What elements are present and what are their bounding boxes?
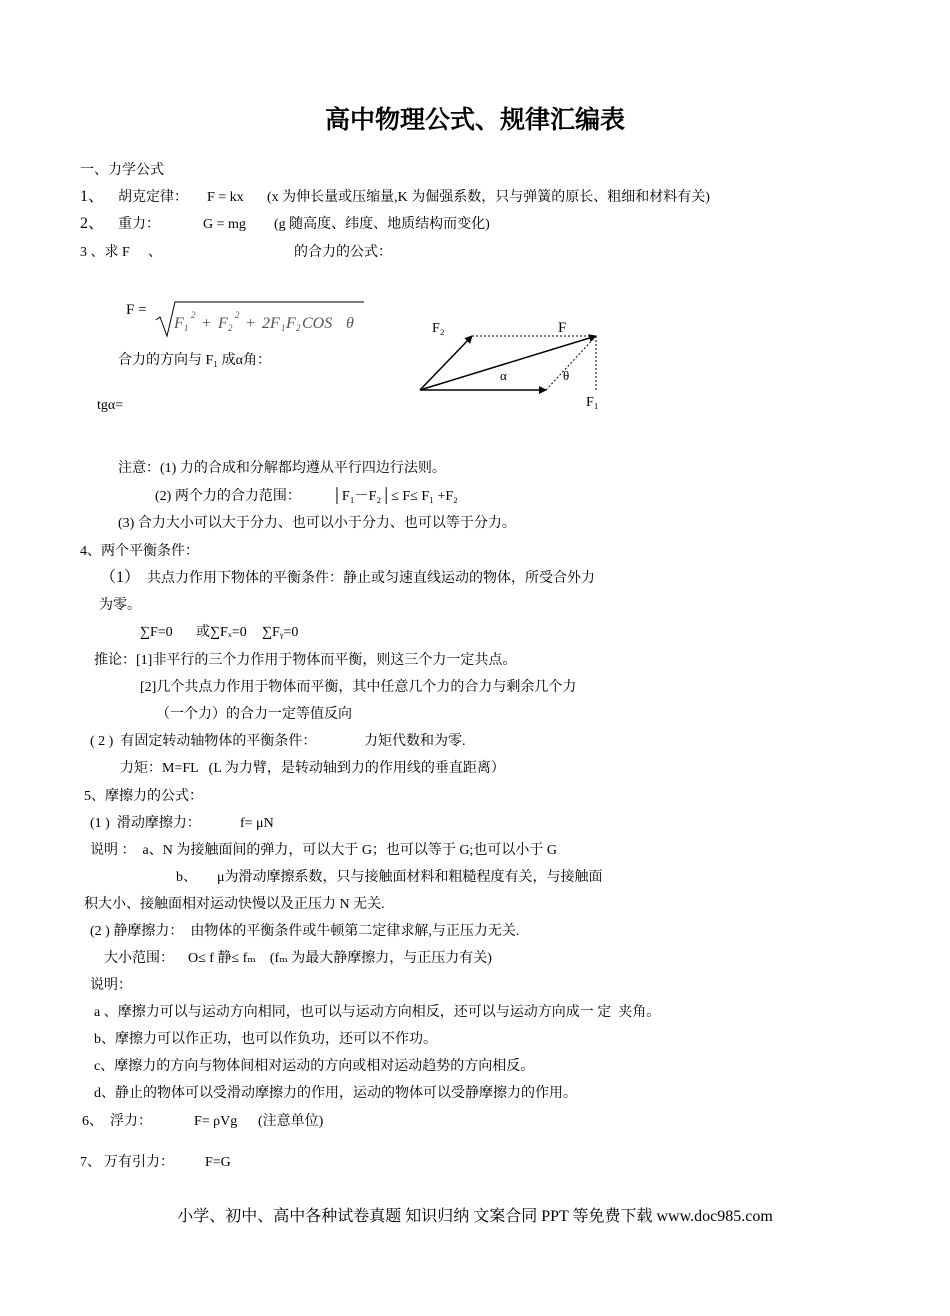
item-name: 重力：: [118, 217, 160, 232]
sum-fy-equation: ∑Fᵧ=0: [262, 625, 299, 640]
svg-text:COS: COS: [302, 315, 333, 332]
condition-1-continued: 为零。: [99, 598, 141, 613]
hooke-formula: F = kx: [207, 190, 244, 205]
equilibrium-heading: 4、两个平衡条件：: [80, 544, 199, 559]
moment-definition: 力矩：M=FL (L 为力臂，是转动轴到力的作用线的垂直距离）: [120, 761, 505, 776]
svg-text:2: 2: [228, 323, 233, 333]
footer-text: 小学、初中、高中各种试卷真题 知识归纳 文案合同 PPT 等免费下载 www.doc985.com: [177, 1208, 773, 1225]
friction-heading: 5、摩擦力的公式：: [84, 789, 203, 804]
svg-text:F: F: [174, 315, 184, 332]
svg-text:+: +: [202, 315, 212, 332]
condition-2-value: 力矩代数和为零.: [364, 734, 466, 749]
f1-label: F₁: [586, 395, 599, 410]
note-a: 说明 ： a、N 为接触面间的弹力，可以大于 G；也可以等于 G;也可以小于 G: [90, 843, 558, 858]
condition-2: ( 2 ) 有固定转动轴物体的平衡条件：: [90, 734, 317, 749]
buoyancy-formula: F= ρVg: [194, 1114, 238, 1129]
note-b: μ为滑动摩擦系数，只与接触面材料和粗糙程度有关，与接触面: [217, 870, 603, 885]
item-name: 万有引力：: [104, 1155, 174, 1170]
static-friction-range: 大小范围： O≤ f 静≤ fₘ (fₘ 为最大静摩擦力，与正压力有关): [104, 951, 492, 966]
page-title: 高中物理公式、规律汇编表: [324, 105, 625, 134]
note-3: (3) 合力大小可以大于分力、也可以小于分力、也可以等于分力。: [118, 516, 516, 531]
explanation-d: d、静止的物体可以受滑动摩擦力的作用，运动的物体可以受静摩擦力的作用。: [94, 1086, 577, 1101]
explanation-b: b、摩擦力可以作正功，也可以作负功，还可以不作功。: [94, 1032, 437, 1047]
item-number: 7、: [80, 1155, 101, 1170]
static-friction: (2 ) 静摩擦力： 由物体的平衡条件或牛顿第二定律求解,与正压力无关.: [90, 924, 520, 939]
direction-text: 合力的方向与 F₁ 成α角：: [118, 353, 272, 368]
hooke-note: (x 为伸长量或压缩量,K 为倔强系数，只与弹簧的原长、粗细和材料有关): [267, 190, 710, 205]
buoyancy-note: (注意单位): [258, 1114, 324, 1129]
f-label: F: [558, 320, 567, 336]
inference-1: 推论：[1]非平行的三个力作用于物体而平衡，则这三个力一定共点。: [94, 653, 517, 668]
theta-label: θ: [563, 368, 570, 383]
section-heading-mechanics: 一、力学公式: [80, 163, 164, 178]
explanation-a: a 、摩擦力可以与运动方向相同，也可以与运动方向相反，还可以与运动方向成一 定 夹角。: [94, 1005, 661, 1020]
inference-2-continued: （一个力）的合力一定等值反向: [156, 707, 352, 722]
svg-text:F: F: [218, 315, 228, 332]
sliding-friction-label: (1 ) 滑动摩擦力：: [90, 816, 201, 831]
svg-text:+: +: [246, 315, 256, 332]
sum-fx-equation: 或∑Fₓ=0: [196, 625, 247, 640]
svg-text:F: F: [286, 315, 296, 332]
explanation-c: c、摩擦力的方向与物体间相对运动的方向或相对运动趋势的方向相反。: [94, 1059, 535, 1074]
svg-text:2: 2: [235, 310, 240, 320]
gravity-formula: G = mg: [203, 217, 246, 232]
item3-sep: 、: [148, 245, 162, 260]
condition-1-label: （1）: [100, 569, 141, 586]
svg-text:θ: θ: [346, 315, 354, 332]
item3-suffix: 的合力的公式：: [294, 245, 392, 260]
tangent-label: tgα=: [97, 398, 124, 413]
note-1: 注意：(1) 力的合成和分解都均遵从平行四边行法则。: [118, 461, 446, 476]
item-name: 浮力：: [110, 1114, 152, 1129]
sliding-friction-formula: f= μN: [240, 816, 274, 831]
explanation-heading: 说明：: [90, 978, 132, 993]
resultant-force-formula: [118, 296, 378, 342]
condition-1-text: 共点力作用下物体的平衡条件：静止或匀速直线运动的物体，所受合外力: [147, 571, 595, 586]
svg-text:1: 1: [184, 323, 189, 333]
item3-prefix: 3 、求 F: [80, 245, 130, 260]
item-number: 2、: [80, 215, 105, 232]
svg-text:2: 2: [191, 310, 196, 320]
note-b-label: b、: [176, 870, 197, 885]
note-2-range: │F₁－F₂│≤ F≤ F₁ +F₂: [332, 489, 459, 504]
alpha-label: α: [500, 368, 507, 383]
svg-text:2: 2: [296, 323, 301, 333]
note-2: (2) 两个力的合力范围：: [155, 489, 301, 504]
item-number: 6、: [82, 1114, 103, 1129]
f2-label: F₂: [432, 321, 445, 336]
svg-text:1: 1: [281, 323, 286, 333]
note-b-continued: 积大小、接触面相对运动快慢以及正压力 N 无关.: [84, 897, 385, 912]
gravity-note: (g 随高度、纬度、地质结构而变化): [274, 217, 490, 232]
svg-text:F =: F =: [126, 302, 147, 318]
gravitation-formula: F=G: [205, 1155, 231, 1170]
inference-2: [2]几个共点力作用于物体而平衡，其中任意几个力的合力与剩余几个力: [140, 680, 577, 695]
svg-text:2F: 2F: [262, 315, 280, 332]
sum-f-equation: ∑F=0: [140, 625, 173, 640]
item-name: 胡克定律：: [118, 190, 188, 205]
parallelogram-diagram: [410, 312, 610, 412]
item-number: 1、: [80, 188, 105, 205]
